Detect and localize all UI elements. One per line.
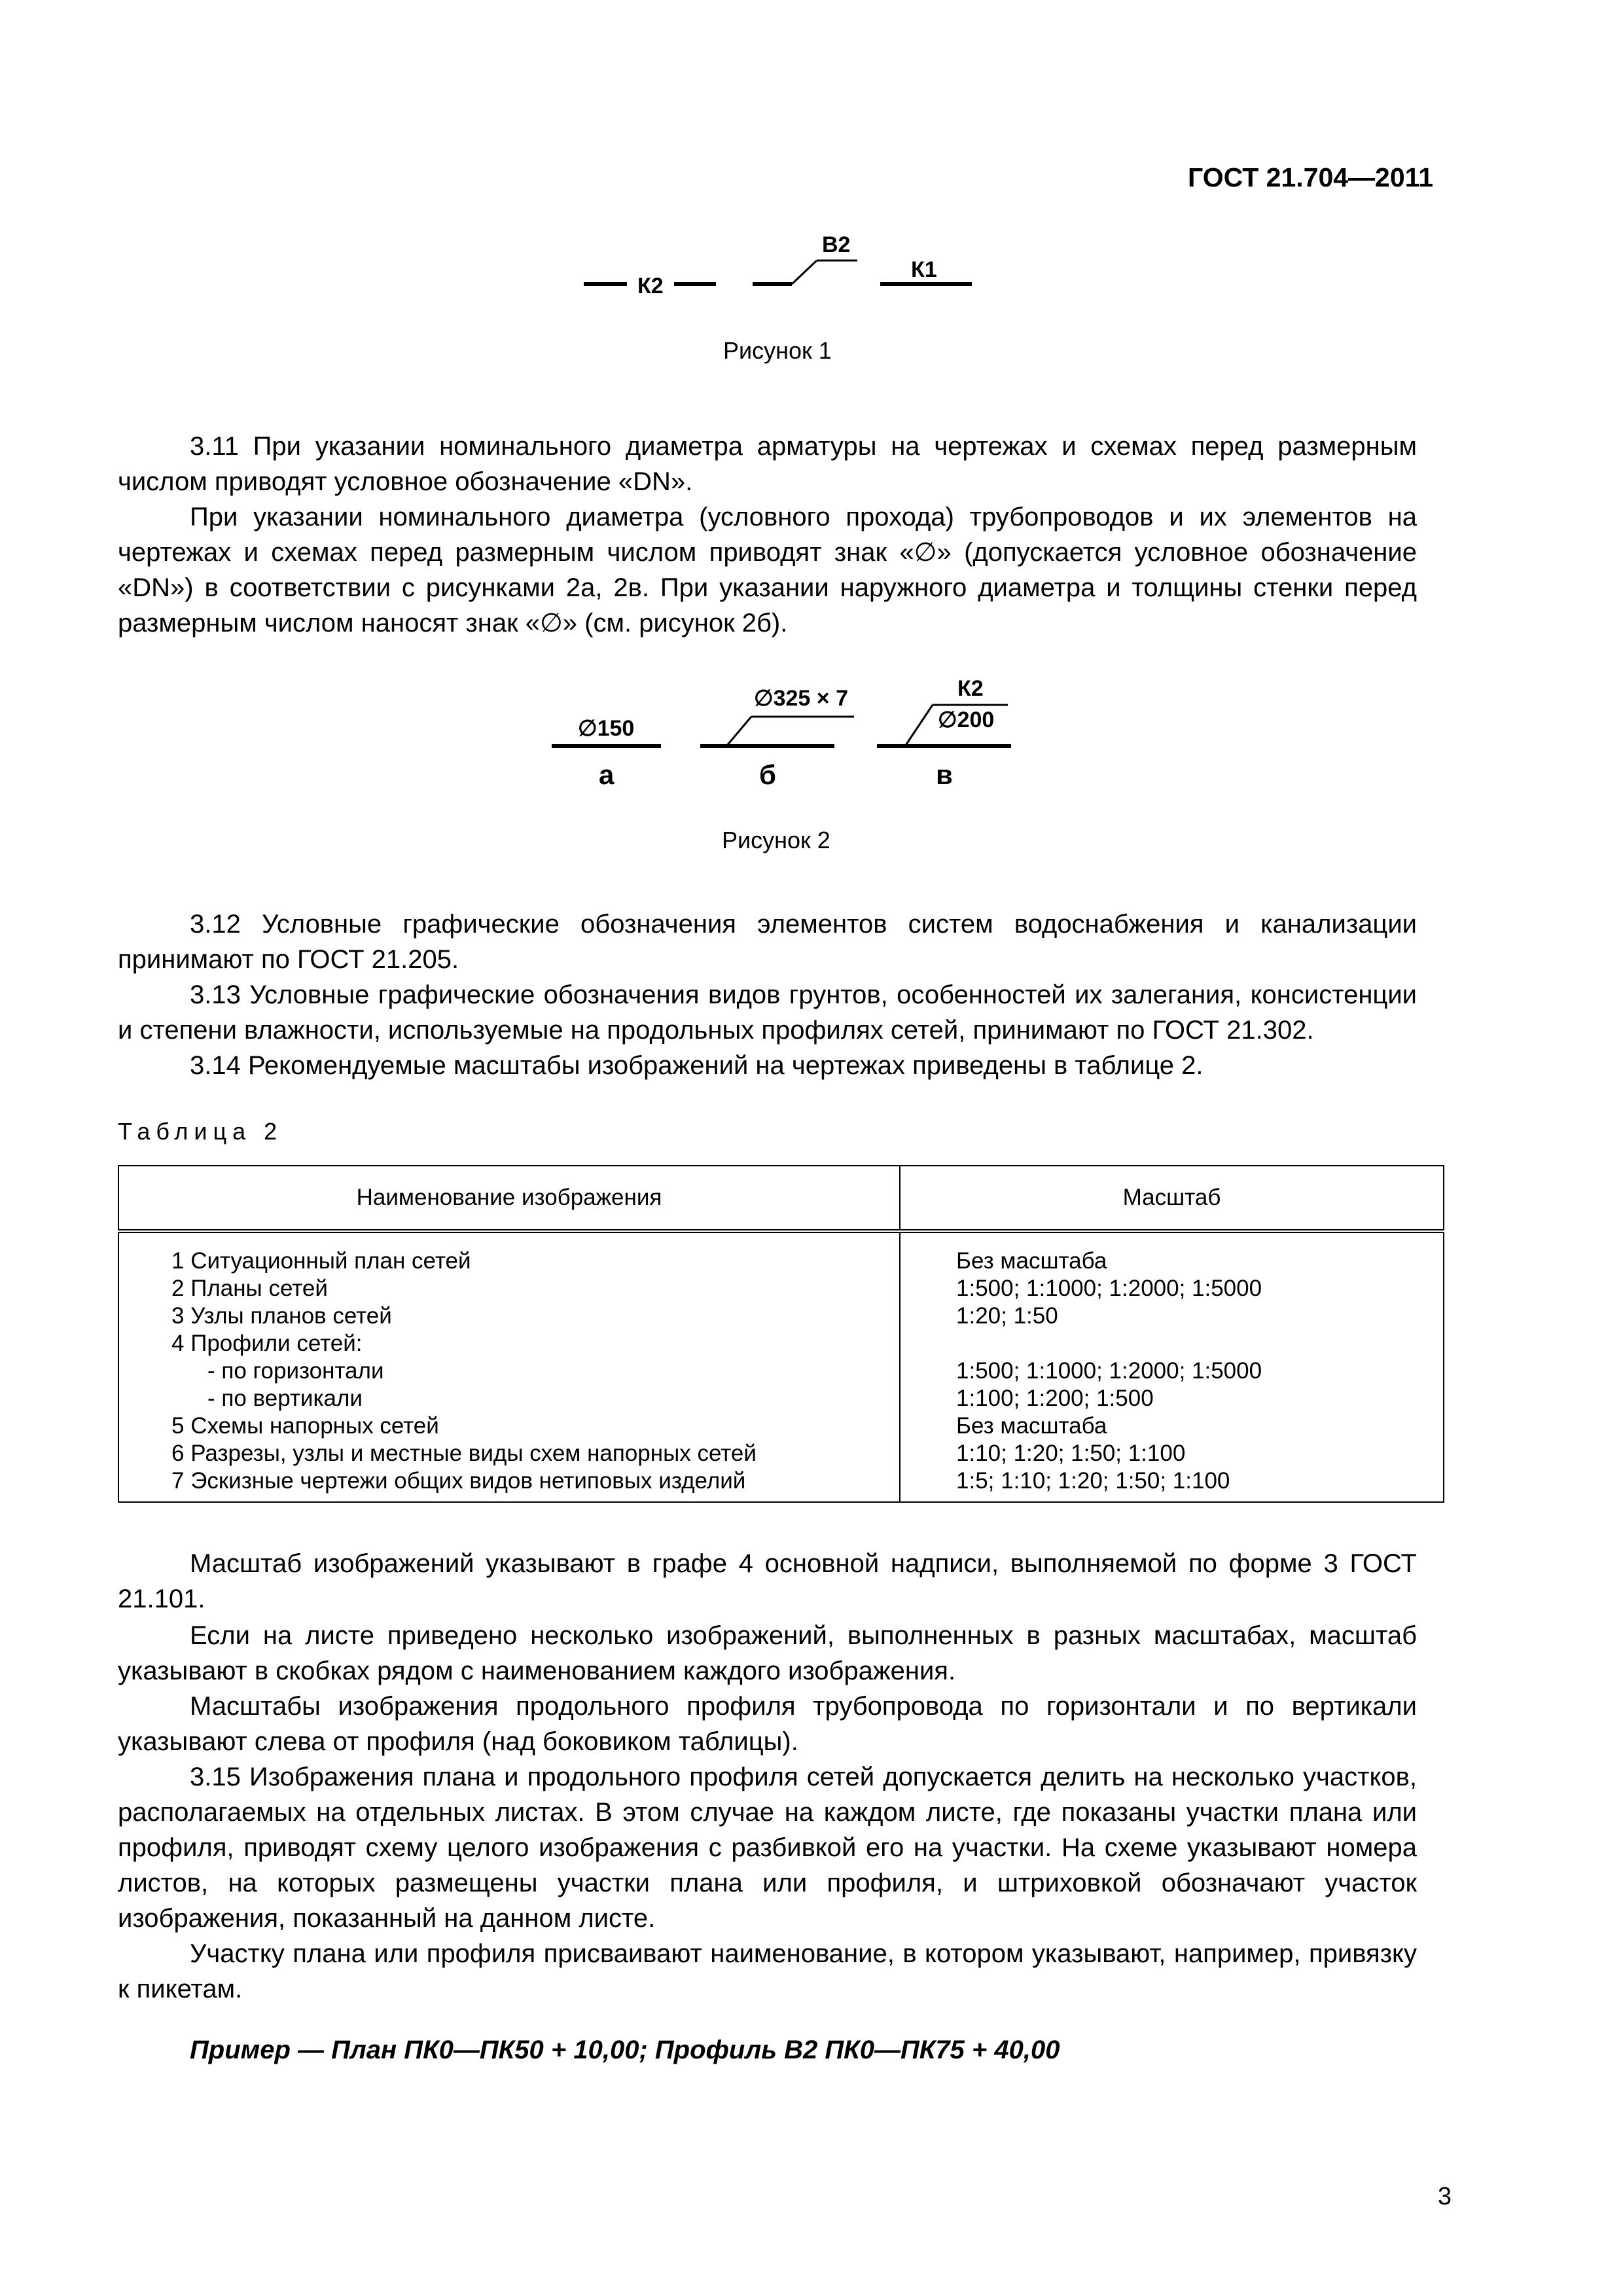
leader-line-b	[726, 717, 751, 746]
table-row	[118, 1231, 1444, 1275]
table-cell-scale: 1:500; 1:1000; 1:2000; 1:5000	[900, 1357, 1444, 1385]
table-title: Таблица 2	[118, 1118, 283, 1145]
table-cell-name: 1 Ситуационный план сетей	[118, 1231, 900, 1275]
table-cell-scale: 1:5; 1:10; 1:20; 1:50; 1:100	[900, 1467, 1444, 1502]
paragraph-scale-location: Масштаб изображений указывают в графе 4 основной надписи, выполняемой по форме 3 ГОСТ 21.101.	[118, 1549, 1417, 1613]
paragraph-3-13: 3.13 Условные графические обозначения видов грунтов, особенностей их залегания, консистенции и степени влажности, используемые на продольных профилях сетей, принимают по ГОСТ 21.302.	[118, 980, 1417, 1045]
table-cell-name: - по вертикали	[118, 1385, 900, 1412]
table-cell-name: 5 Схемы напорных сетей	[118, 1412, 900, 1440]
table-cell-scale: 1:10; 1:20; 1:50; 1:100	[900, 1440, 1444, 1467]
table-header-name: Наименование изображения	[118, 1166, 900, 1231]
page-number: 3	[1437, 2183, 1452, 2210]
figure2-b-letter: б	[759, 759, 776, 790]
table-cell-scale	[900, 1330, 1444, 1357]
table-row	[118, 1302, 1444, 1330]
figure2-v-dimension: ∅200	[938, 708, 995, 732]
table-row	[118, 1412, 1444, 1440]
paragraph-3-11: 3.11 При указании номинального диаметра арматуры на чертежах и схемах перед размерным числом приводят условное обозначение «DN».	[118, 432, 1417, 496]
paragraph-section-naming: Участку плана или профиля присваивают наименование, в котором указывают, например, привязку к пикетам.	[118, 1939, 1417, 2003]
figure2-v-letter: в	[936, 759, 953, 790]
table-cell-scale: 1:20; 1:50	[900, 1302, 1444, 1330]
table-cell-name: 3 Узлы планов сетей	[118, 1302, 900, 1330]
table-cell-name: 7 Эскизные чертежи общих видов нетиповых изделий	[118, 1467, 900, 1502]
leader-line-v	[905, 705, 933, 746]
paragraph-profile-scales: Масштабы изображения продольного профиля трубопровода по горизонтали и по вертикали указывают слева от профиля (над боковиком таблицы).	[118, 1692, 1417, 1756]
example-text: Пример — План ПК0—ПК50 + 10,00; Профиль В2 ПК0—ПК75 + 40,00	[190, 2036, 1060, 2064]
paragraph-3-11-b: При указании номинального диаметра (условного прохода) трубопроводов и их элементов на чертежах и схемах перед размерным числом приводят знак «∅» (допускается условное обозначение «DN») в соответствии с рисунками 2а, 2в. При указании наружного диаметра и толщины стенки перед размерным числом наносят знак «∅» (см. рисунок 2б).	[118, 503, 1417, 637]
paragraph-3-12: 3.12 Условные графические обозначения элементов систем водоснабжения и канализации принимают по ГОСТ 21.205.	[118, 910, 1417, 974]
table-cell-scale: Без масштаба	[900, 1412, 1444, 1440]
paragraph-3-14: 3.14 Рекомендуемые масштабы изображений на чертежах приведены в таблице 2.	[190, 1051, 1204, 1080]
figure2-v-top-label: К2	[957, 676, 984, 701]
paragraph-3-15: 3.15 Изображения плана и продольного профиля сетей допускается делить на несколько участков, располагаемых на отдельных листах. В этом случае на каждом листе, где показаны участки плана или профиля, приводят схему целого изображения с разбивкой его на участки. На схеме указывают номера листов, на которых размещены участки плана или профиля, и штриховкой обозначают участок изображения, показанный на данном листе.	[118, 1763, 1417, 1933]
table-header-scale: Масштаб	[900, 1166, 1444, 1231]
figure1-label-v2: В2	[822, 232, 851, 257]
table-row	[118, 1467, 1444, 1502]
paragraph-several-images: Если на листе приведено несколько изображений, выполненных в разных масштабах, масштаб указывают в скобках рядом с наименованием каждого изображения.	[118, 1621, 1417, 1685]
table-cell-name: - по горизонтали	[118, 1357, 900, 1385]
figure2-a-letter: а	[599, 759, 615, 790]
figure2-a-dimension: ∅150	[578, 716, 635, 741]
leader-line-v2	[792, 260, 817, 284]
table-row	[118, 1357, 1444, 1385]
table-row	[118, 1440, 1444, 1467]
table-row	[118, 1385, 1444, 1412]
figure1-label-k1: К1	[911, 257, 937, 282]
figure1-label-k2: К2	[637, 274, 664, 298]
table-cell-scale: 1:500; 1:1000; 1:2000; 1:5000	[900, 1275, 1444, 1302]
document-header: ГОСТ 21.704—2011	[1188, 162, 1433, 192]
table-cell-name: 4 Профили сетей:	[118, 1330, 900, 1357]
table-cell-name: 6 Разрезы, узлы и местные виды схем напорных сетей	[118, 1440, 900, 1467]
scale-table	[118, 1165, 1444, 1503]
figure1-caption: Рисунок 1	[723, 337, 832, 364]
table-row	[118, 1330, 1444, 1357]
figure2-b-dimension: ∅325 × 7	[754, 686, 849, 711]
table-cell-scale: Без масштаба	[900, 1231, 1444, 1275]
table-cell-name: 2 Планы сетей	[118, 1275, 900, 1302]
table-cell-scale: 1:100; 1:200; 1:500	[900, 1385, 1444, 1412]
figure2-caption: Рисунок 2	[722, 827, 830, 853]
table-row	[118, 1275, 1444, 1302]
